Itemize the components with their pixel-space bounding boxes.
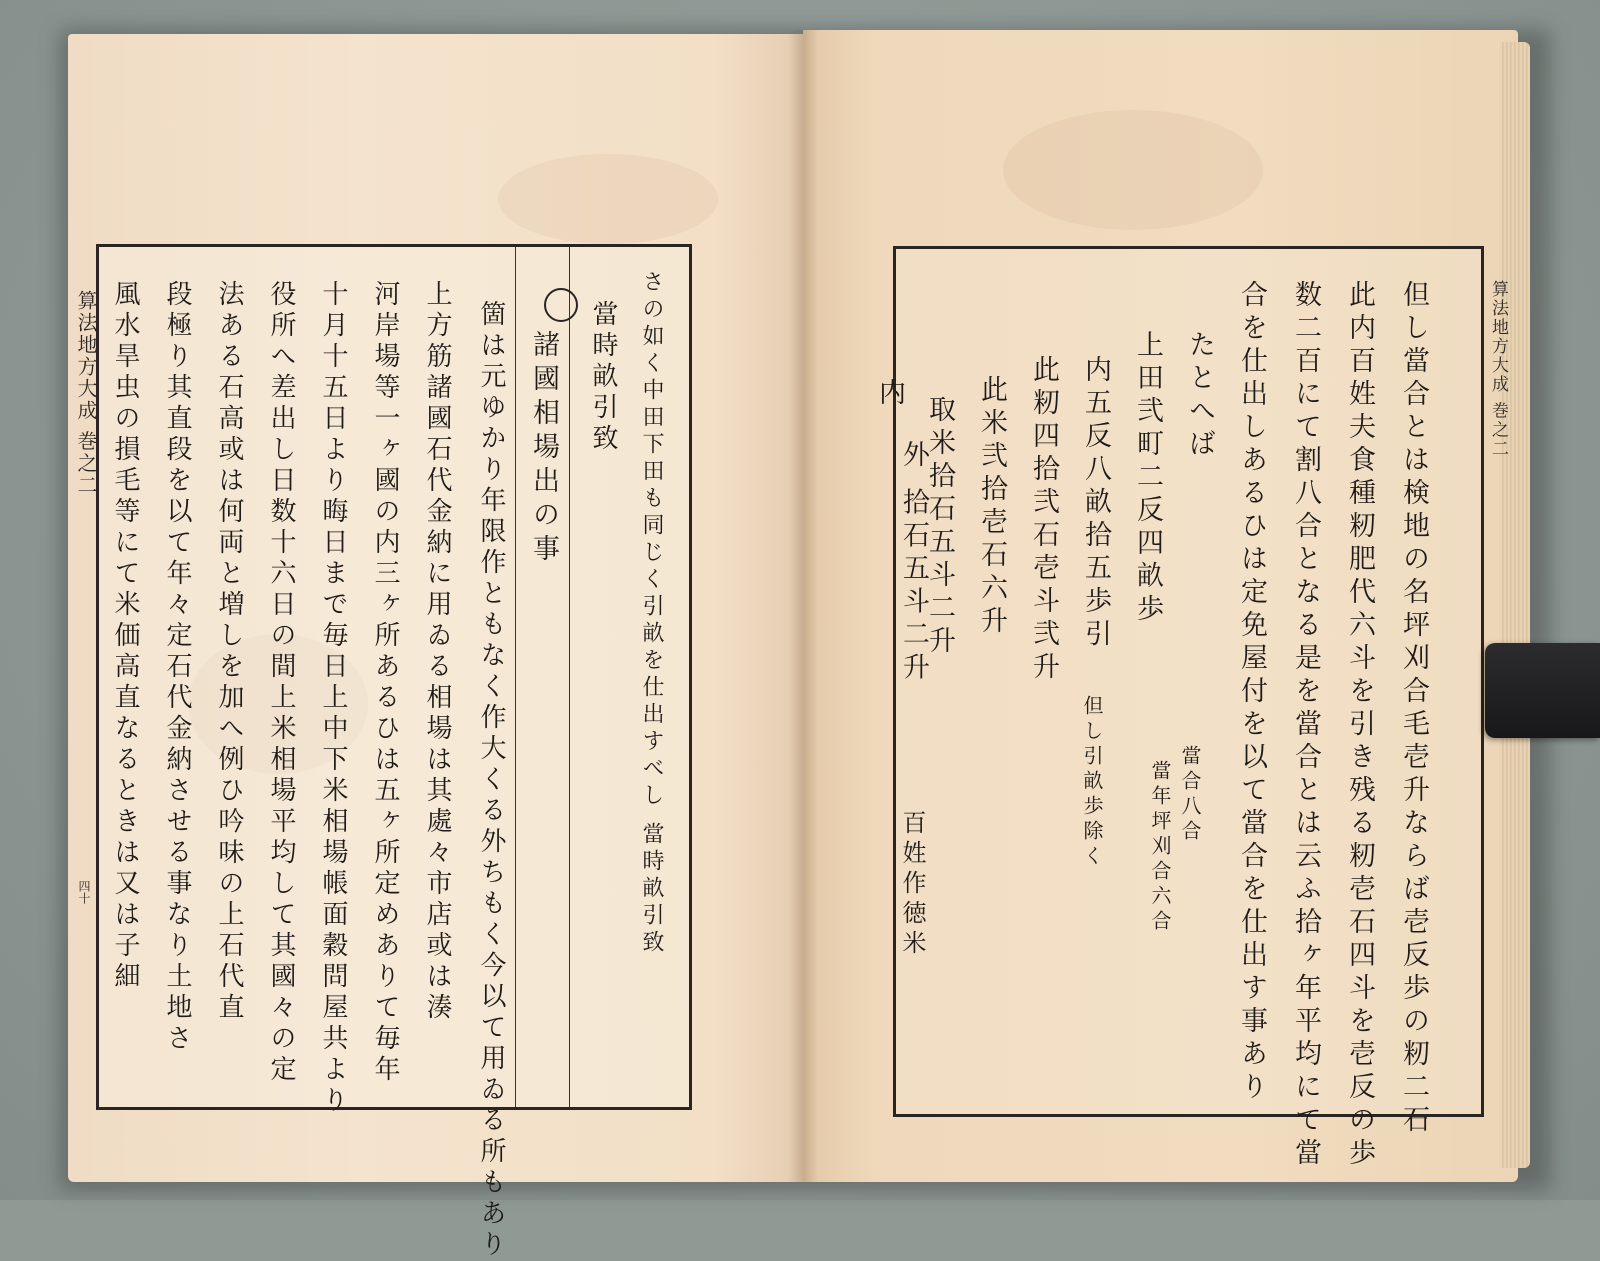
- left-column-9: 風水旱虫の損毛等にて米価高直なるときは又は子細: [110, 280, 140, 993]
- right-note-1: 但し引畝歩除く: [1080, 695, 1104, 870]
- right-column-10: 取米拾石五斗二升: [924, 395, 955, 659]
- section-heading: 諸國相場出の事: [528, 330, 559, 568]
- right-column-6: 上田弐町二反四畝歩: [1132, 330, 1163, 627]
- left-column-7: 法ある石高或は何両と増しを加へ例ひ吟味の上石代直: [214, 280, 244, 1024]
- left-column-5: 十月十五日より晦日まで毎日上中下米相場帳面穀問屋共より: [318, 280, 348, 1117]
- right-column-3: 数二百にて割八合となる是を當合とは云ふ拾ヶ年平均にて當: [1290, 280, 1321, 1171]
- bookmark-tab: [1485, 643, 1600, 738]
- left-column-2: 箇は元ゆかり年限作ともなく作大くる外ちもく今以て用ゐる所もあり: [476, 300, 506, 1261]
- left-folio: 四十: [77, 880, 91, 904]
- right-column-8: 此籾四拾弐石壱斗弐升: [1028, 355, 1059, 685]
- right-signature: 百姓作徳米: [898, 810, 926, 960]
- right-column-9: 此米弐拾壱石六升: [976, 375, 1007, 639]
- column-rule: [569, 247, 570, 1107]
- circle-mark: [544, 288, 578, 322]
- right-column-1: 但し當合とは検地の名坪刈合毛壱升ならば壱反歩の籾二石: [1398, 280, 1429, 1138]
- right-column-12: 外 拾石五斗二升: [898, 440, 929, 686]
- right-margin-title: 算法地方大成 巻之二: [1488, 280, 1508, 459]
- left-column-6: 役所へ差出し日数十六日の間上米相場平均して其國々の定: [266, 280, 296, 1086]
- right-column-4: 合を仕出しあるひは定免屋付を以て當合を仕出す事あり: [1236, 280, 1267, 1105]
- right-column-5: たとへば: [1184, 330, 1215, 462]
- left-column-4: 河岸場等一ヶ國の内三ヶ所あるひは五ヶ所定めありて毎年: [370, 280, 400, 1086]
- right-note-3: 當年坪刈合六合: [1148, 760, 1172, 935]
- page-edges: [1500, 42, 1530, 1168]
- right-column-2: 此内百姓夫食種籾肥代六斗を引き残る籾壱石四斗を壱反の歩: [1344, 280, 1375, 1171]
- paper-stain: [498, 154, 718, 244]
- column-rule: [515, 247, 516, 1107]
- left-margin-title: 算法地方大成 巻之二: [74, 290, 98, 497]
- paper-stain: [1003, 110, 1263, 230]
- left-column-3: 上方筋諸國石代金納に用ゐる相場は其處々市店或は湊: [422, 280, 452, 1024]
- left-column-1: 當時畝引致: [588, 300, 618, 455]
- left-column-8: 段極り其直段を以て年々定石代金納させる事なり土地さ: [162, 280, 192, 1055]
- right-column-11: 内: [874, 378, 905, 411]
- book-gutter: [788, 30, 818, 1182]
- left-column-0: さの如く中田下田も同じく引畝を仕出すべし 當時畝引致: [639, 270, 664, 957]
- right-note-2: 當合八合: [1178, 745, 1202, 845]
- right-column-7: 内五反八畝拾五歩引: [1080, 355, 1111, 652]
